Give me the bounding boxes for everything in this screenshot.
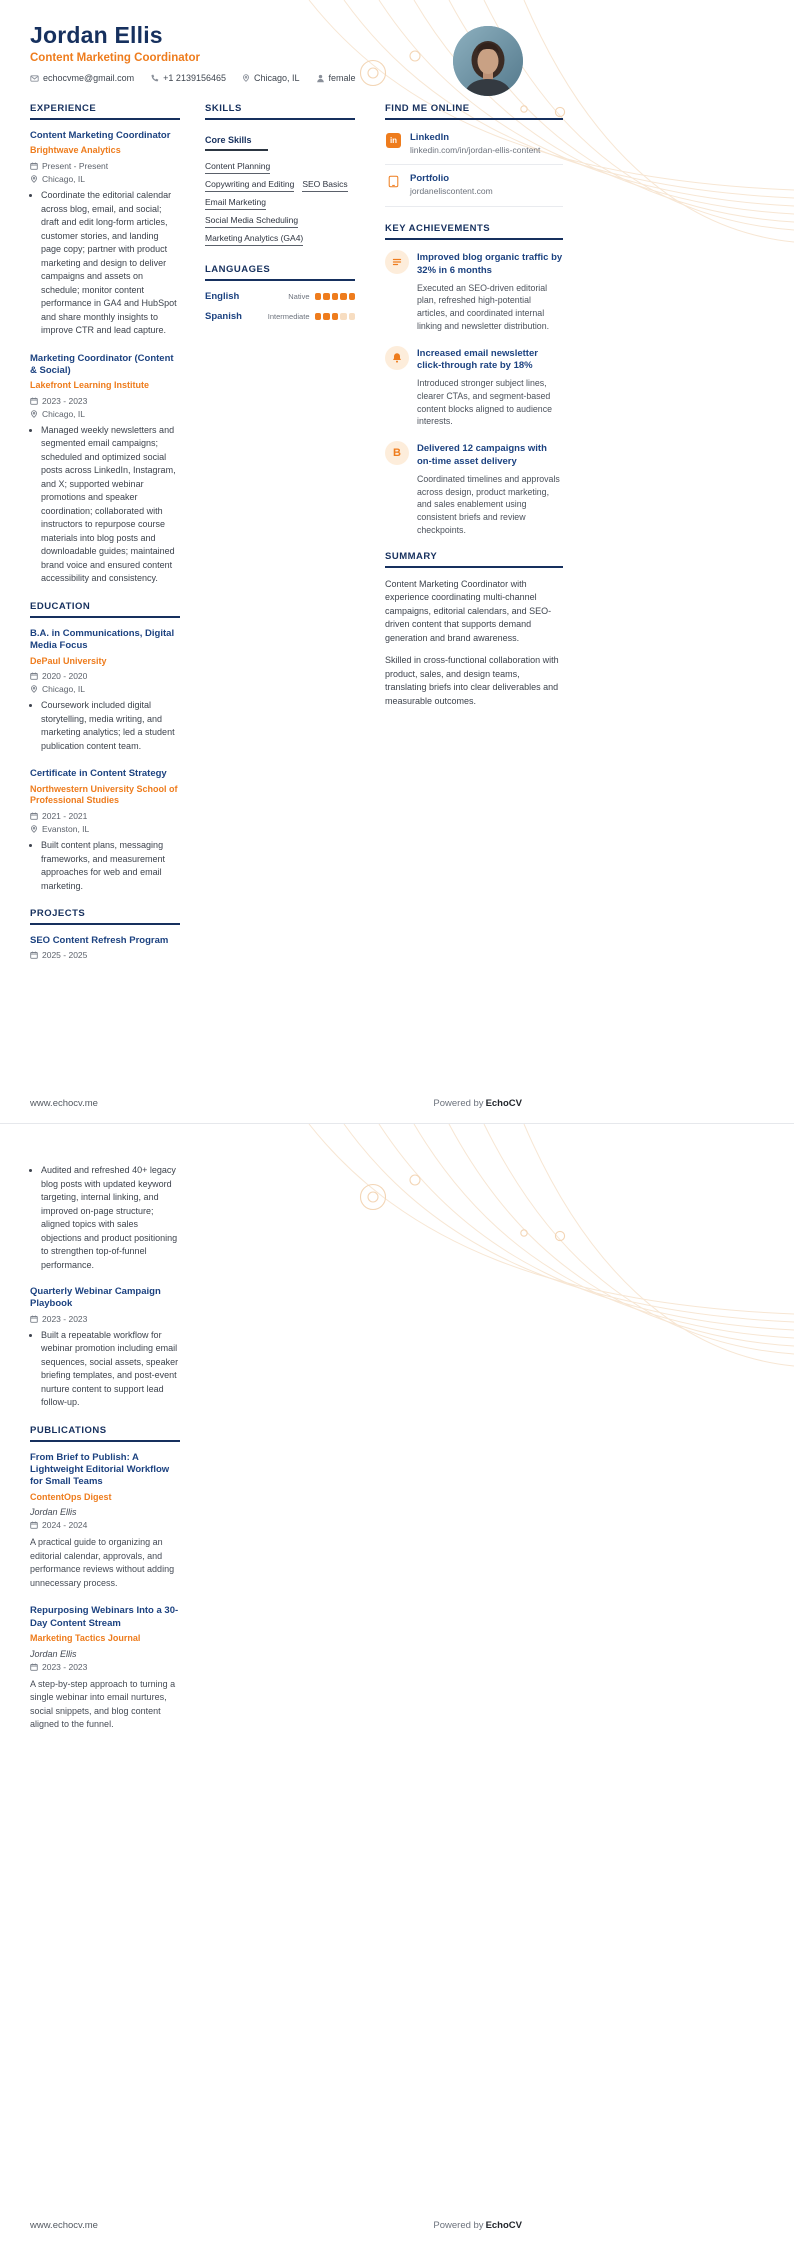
social-link-label: LinkedIn bbox=[410, 132, 450, 143]
skill-chip: Marketing Analytics (GA4) bbox=[205, 233, 303, 246]
contact-location-text: Chicago, IL bbox=[254, 73, 300, 83]
school-name: Northwestern University School of Professional Studies bbox=[30, 783, 178, 806]
list-icon bbox=[385, 250, 409, 274]
entry-bullets bbox=[30, 699, 180, 753]
brand-name: EchoCV bbox=[485, 2220, 522, 2231]
entry-dates-text: 2023 - 2023 bbox=[42, 395, 88, 406]
publication-entry bbox=[30, 1605, 180, 1731]
skills-list bbox=[205, 161, 355, 246]
education-entry bbox=[30, 628, 180, 753]
skills-group-title: Core Skills bbox=[205, 135, 268, 151]
contact-gender bbox=[316, 73, 356, 83]
skill-chip: Content Planning bbox=[205, 161, 270, 174]
experience-entry bbox=[30, 130, 180, 338]
contact-email[interactable] bbox=[30, 73, 134, 83]
entry-location bbox=[30, 409, 180, 419]
section-heading-find-me-online: FIND ME ONLINE bbox=[385, 103, 563, 120]
entry-dates bbox=[30, 1520, 180, 1530]
entry-company: Brightwave Analytics bbox=[30, 145, 121, 156]
section-heading-summary: SUMMARY bbox=[385, 551, 563, 568]
location-icon bbox=[30, 175, 38, 183]
footer-site-link[interactable]: www.echocv.me bbox=[30, 2220, 98, 2231]
page1-columns bbox=[0, 103, 794, 975]
entry-company: Lakefront Learning Institute bbox=[30, 380, 150, 391]
entry-title: Marketing Coordinator (Content & Social) bbox=[30, 352, 174, 376]
entry-location-text: Chicago, IL bbox=[42, 408, 85, 419]
language-level: Native bbox=[288, 292, 310, 301]
school-name: DePaul University bbox=[30, 655, 107, 666]
section-heading-publications: PUBLICATIONS bbox=[30, 1425, 180, 1442]
language-row bbox=[205, 311, 355, 322]
achievement-description: Coordinated timelines and approvals across design, product marketing, and sales enablement using consistent briefs and review checkpoints. bbox=[417, 473, 560, 535]
entry-dates-text: 2020 - 2020 bbox=[42, 671, 88, 682]
right-column bbox=[385, 103, 563, 722]
languages-section bbox=[205, 264, 355, 322]
education-section bbox=[30, 601, 180, 893]
resume-page-2 bbox=[0, 1123, 794, 2245]
entry-bullets bbox=[30, 839, 180, 893]
language-level: Intermediate bbox=[267, 312, 310, 321]
entry-dates bbox=[30, 671, 180, 681]
publication-title: Repurposing Webinars Into a 30-Day Content Stream bbox=[30, 1605, 179, 1629]
skill-chip: Copywriting and Editing bbox=[205, 179, 294, 192]
bullet-item: • Audited and refreshed 40+ legacy blog posts with updated keyword targeting, internal linking, and improved on-page structure; aligned topics with sales objections and product positioning to strengthen top-of-funnel performance. bbox=[41, 1164, 180, 1272]
entry-dates-text: 2023 - 2023 bbox=[42, 1313, 88, 1324]
section-heading-key-achievements: KEY ACHIEVEMENTS bbox=[385, 223, 563, 240]
section-heading-education: EDUCATION bbox=[30, 601, 180, 618]
entry-dates-text: 2023 - 2023 bbox=[42, 1661, 88, 1672]
achievement-title: Improved blog organic traffic by 32% in 6 months bbox=[417, 251, 563, 276]
projects-section bbox=[30, 908, 180, 960]
resume-header bbox=[0, 0, 794, 83]
skill-chip: Social Media Scheduling bbox=[205, 215, 298, 228]
achievement-item bbox=[385, 250, 563, 333]
email-icon bbox=[30, 74, 39, 83]
entry-bullets bbox=[30, 1329, 180, 1410]
skills-section bbox=[205, 103, 355, 246]
entry-bullets bbox=[30, 189, 180, 338]
location-icon bbox=[30, 825, 38, 833]
achievement-title: Increased email newsletter click-through rate by 18% bbox=[417, 347, 538, 372]
project-bullets-continued bbox=[30, 1164, 180, 1272]
entry-location-text: Chicago, IL bbox=[42, 174, 85, 185]
calendar-icon bbox=[30, 951, 38, 959]
publication-description: A step-by-step approach to turning a single webinar into email nurtures, social snippets, and blog content aligned to the funnel. bbox=[30, 1678, 176, 1730]
entry-dates bbox=[30, 396, 180, 406]
section-heading-languages: LANGUAGES bbox=[205, 264, 355, 281]
location-icon bbox=[242, 74, 250, 82]
section-heading-experience: EXPERIENCE bbox=[30, 103, 180, 120]
project-title: Quarterly Webinar Campaign Playbook bbox=[30, 1286, 161, 1310]
publication-publisher: ContentOps Digest bbox=[30, 1491, 112, 1502]
bullet-item: • Coordinate the editorial calendar across blog, email, and social; draft and edit long-form articles, customer stories, and landing page copy; partner with product marketing and design to deliver campaigns and assets on schedule; monitor content performance in GA4 and HubSpot and share monthly insights to improve CTR and lead capture. bbox=[41, 189, 180, 338]
left-column bbox=[30, 1164, 180, 1747]
avatar bbox=[453, 26, 523, 96]
section-heading-projects: PROJECTS bbox=[30, 908, 180, 925]
calendar-icon bbox=[30, 1315, 38, 1323]
contact-location bbox=[242, 73, 300, 83]
language-row bbox=[205, 291, 355, 302]
education-entry bbox=[30, 768, 180, 893]
achievement-title: Delivered 12 campaigns with on-time asset delivery bbox=[417, 443, 547, 467]
calendar-icon bbox=[30, 1521, 38, 1529]
publication-author: Jordan Ellis bbox=[30, 1648, 77, 1659]
language-rating bbox=[315, 293, 356, 300]
social-link-url: jordaneliscontent.com bbox=[410, 186, 493, 197]
powered-by[interactable]: Powered by EchoCV bbox=[433, 1098, 522, 1109]
summary-paragraph: Content Marketing Coordinator with experience coordinating multi-channel campaigns, editorial calendars, and SEO-driven content that supports demand generation and brand awareness. bbox=[385, 578, 552, 643]
language-name: English bbox=[205, 291, 240, 302]
publication-entry bbox=[30, 1452, 180, 1591]
entry-location-text: Evanston, IL bbox=[42, 824, 90, 834]
publication-title: From Brief to Publish: A Lightweight Editorial Workflow for Small Teams bbox=[30, 1451, 170, 1488]
location-icon bbox=[30, 685, 38, 693]
footer-site-link[interactable]: www.echocv.me bbox=[30, 1098, 98, 1109]
achievement-item bbox=[385, 346, 563, 429]
section-heading-skills: SKILLS bbox=[205, 103, 355, 120]
entry-bullets bbox=[30, 424, 180, 586]
portfolio-icon bbox=[385, 173, 402, 190]
bullet-item: • Managed weekly newsletters and segmented email campaigns; scheduled and optimized social posts across LinkedIn, Instagram, and X; supported webinar promotions and speaker coordination; collaborated with instructors to repurpose course materials into blog posts and downloadable guides; maintained brand voice and ensured content accessibility and consistency. bbox=[41, 424, 180, 586]
entry-location bbox=[30, 684, 180, 694]
experience-entry bbox=[30, 353, 180, 586]
calendar-icon bbox=[30, 1663, 38, 1671]
experience-section bbox=[30, 103, 180, 586]
avatar-photo bbox=[453, 26, 523, 96]
publications-section bbox=[30, 1425, 180, 1732]
phone-icon bbox=[150, 74, 159, 83]
contact-gender-text: female bbox=[328, 73, 356, 83]
entry-location-text: Chicago, IL bbox=[42, 684, 85, 695]
summary-section bbox=[385, 551, 563, 709]
bullet-item: • Built content plans, messaging frameworks, and measurement approaches for web and email marketing. bbox=[41, 839, 180, 893]
summary-paragraph: Skilled in cross-functional collaboration with product, sales, and design teams, translating briefs into clear deliverables and measurable outcomes. bbox=[385, 655, 559, 706]
page-footer bbox=[30, 1098, 522, 1109]
entry-dates bbox=[30, 811, 180, 821]
letter-b-icon: B bbox=[385, 441, 409, 465]
middle-column bbox=[205, 103, 355, 336]
entry-dates bbox=[30, 950, 180, 960]
contact-phone-text: +1 2139156465 bbox=[163, 73, 226, 83]
project-entry bbox=[30, 1286, 180, 1410]
linkedin-icon: in bbox=[385, 132, 402, 149]
location-icon bbox=[30, 410, 38, 418]
degree-title: B.A. in Communications, Digital Media Focus bbox=[30, 627, 175, 652]
social-link-portfolio[interactable] bbox=[385, 165, 563, 206]
bullet-item: • Coursework included digital storytelling, media writing, and marketing analytics; led a student publication content team. bbox=[41, 699, 180, 753]
left-column bbox=[30, 103, 180, 975]
entry-dates bbox=[30, 161, 180, 171]
entry-dates-text: 2025 - 2025 bbox=[42, 950, 88, 961]
person-name: Jordan Ellis bbox=[30, 22, 163, 48]
project-entry bbox=[30, 935, 180, 960]
find-me-online-section bbox=[385, 103, 563, 207]
powered-by[interactable]: Powered by EchoCV bbox=[433, 2220, 522, 2231]
contact-row bbox=[30, 73, 794, 83]
skill-chip: Email Marketing bbox=[205, 197, 266, 210]
achievement-description: Introduced stronger subject lines, clearer CTAs, and segment-based content blocks aligned to audience interests. bbox=[417, 378, 552, 427]
entry-dates bbox=[30, 1314, 180, 1324]
person-icon bbox=[316, 74, 325, 83]
entry-dates bbox=[30, 1662, 180, 1672]
calendar-icon bbox=[30, 812, 38, 820]
bullet-item: • Built a repeatable workflow for webinar promotion including email sequences, social assets, speaker briefing templates, and post-event nurture content to support lead follow-up. bbox=[41, 1329, 180, 1410]
calendar-icon bbox=[30, 397, 38, 405]
person-job-title: Content Marketing Coordinator bbox=[30, 52, 200, 64]
entry-dates-text: 2021 - 2021 bbox=[42, 811, 88, 821]
achievement-item bbox=[385, 441, 563, 536]
bell-icon bbox=[385, 346, 409, 370]
social-link-label: Portfolio bbox=[410, 173, 450, 185]
entry-dates-text: 2024 - 2024 bbox=[42, 1520, 88, 1531]
language-name: Spanish bbox=[205, 311, 242, 322]
contact-email-text: echocvme@gmail.com bbox=[43, 73, 135, 83]
calendar-icon bbox=[30, 162, 38, 170]
project-title: SEO Content Refresh Program bbox=[30, 935, 169, 946]
entry-location bbox=[30, 174, 180, 184]
contact-phone[interactable] bbox=[150, 73, 226, 83]
publication-author: Jordan Ellis bbox=[30, 1507, 77, 1518]
entry-dates-text: Present - Present bbox=[42, 161, 109, 172]
social-link-url: linkedin.com/in/jordan-ellis-content bbox=[410, 145, 541, 155]
publication-description: A practical guide to organizing an editorial calendar, approvals, and performance reviews without adding unnecessary process. bbox=[30, 1537, 175, 1588]
degree-title: Certificate in Content Strategy bbox=[30, 768, 167, 780]
social-link-linkedin[interactable] bbox=[385, 130, 563, 165]
page-footer bbox=[30, 2220, 522, 2231]
key-achievements-section bbox=[385, 223, 563, 537]
entry-location bbox=[30, 824, 180, 834]
publication-publisher: Marketing Tactics Journal bbox=[30, 1633, 141, 1644]
skill-chip: SEO Basics bbox=[302, 179, 347, 192]
achievement-description: Executed an SEO-driven editorial plan, refreshed high-potential articles, and coordinated internal linking and newsletter distribution. bbox=[417, 282, 550, 331]
calendar-icon bbox=[30, 672, 38, 680]
brand-name: EchoCV bbox=[485, 1098, 522, 1109]
page2-columns bbox=[0, 1124, 794, 1747]
language-rating bbox=[315, 313, 356, 320]
entry-title: Content Marketing Coordinator bbox=[30, 130, 171, 141]
